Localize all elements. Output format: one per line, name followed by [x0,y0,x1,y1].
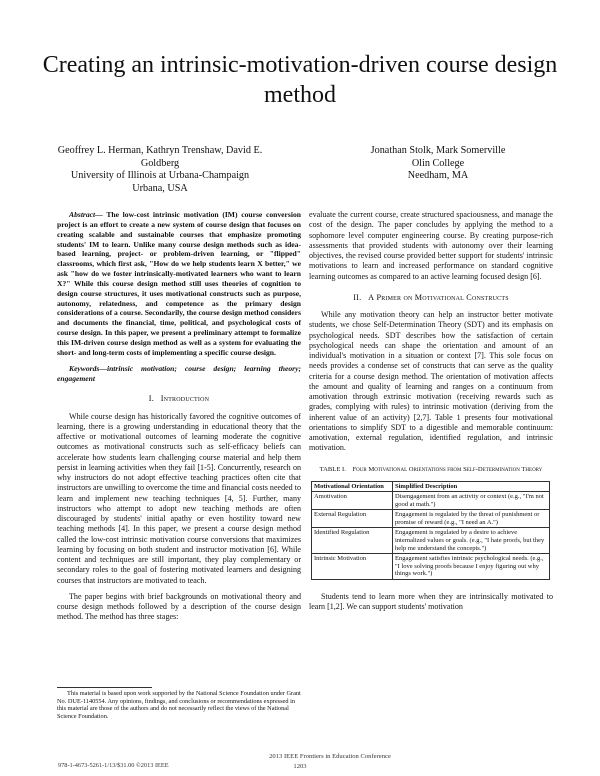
table-cell: Disengagement from an activity or context (e.g., "I'm not good at math.") [393,492,550,510]
table-cell: Amotivation [312,492,393,510]
section-title: Primer on Motivational Constructs [376,292,509,302]
table-cell: Engagement satisfies intrinsic psychological needs. (e.g., "I love solving proofs because I enjoy figuring out why things work.") [393,554,550,580]
table-number: TABLE I. [319,465,346,473]
page-number: 1203 [293,763,307,770]
section-heading-introduction [57,394,301,404]
body-paragraph: evaluate the current course, create structured spaciousness, and manage the cost of the design. The paper concludes by applying the method to a sophomore level computer engineering course. By creating purpose-rich assessments that provided students with autonomy over their learning objectives, the revised course provided better support for students' intrinsic motivations to learn and increased performance on standard cognitive learning outcomes as compared to an active learning focused design [6]. [309,210,553,281]
author-affiliation: University of Illinois at Urbana-Champaign [70,170,250,181]
abstract-label: Abstract— [69,210,103,219]
paper-title: Creating an intrinsic-motivation-driven course design method [42,52,558,108]
table-cell: Intrinsic Motivation [312,554,393,580]
footnote-rule [57,687,152,688]
author-location: Urbana, USA [132,182,188,194]
body-paragraph: Students tend to learn more when they are intrinsically motivated to learn [1,2]. We can support students' motivation [309,592,553,612]
author-names: Geoffrey L. Herman, Kathryn Trenshaw, David E. Goldberg [57,145,263,169]
keywords [57,364,301,384]
section-heading-primer [309,293,553,303]
author-location: Needham, MA [407,170,469,181]
author-names: Jonathan Stolk, Mark Somerville [370,145,506,156]
author-block-right [318,145,558,183]
abstract-text: The low-cost intrinsic motivation (IM) course conversion project is an effort to create a new system of course design that focuses on creating scalable and sustainable courses that emphasize promoting students' IM to learn. Unlike many course design methods such as idea-based learning, project- or problem-driven learning, or "flipped" classrooms, which first ask, "How do we help students learn X better," we ask "how do we foster intrinsically-motivated learners who want to learn X?" While this course design method still uses theories of cognition to design course structures, it uses motivational constructs such as purpose, autonomy, relatedness, and competence as the primary design considerations of a course. Secondarily, the course design method considers and documents the financial, time, political, and psychological costs of course design. In this paper, we present a preliminary attempt to formalize this IM-driven course design method as well as a system for evaluating the short- and long-term costs of implementing a specific course design. [57,210,301,357]
section-title-initial: A [368,292,375,302]
body-paragraph: While course design has historically favored the cognitive outcomes of learning, there is a growing understanding in educational theory that the affective or motivational outcomes of learning moderate the cognitive outcomes as motivational constructs such as self-efficacy beliefs can accelerate how students learn challenging course material and help them persist in learning activities when they fail [1-5]. Concurrently, research on why instructors do not adopt effective teaching practices often cite that instructors are unwilling to overcome the time and financial costs needed to learn and implement new teaching techniques [4, 5]. Further, many instructors who attempt to adopt new teaching methods are often discouraged by students' initial apathy or even hostility toward new teaching methods [4]. In this paper, we present a course design method called the low-cost intrinsic motivation course conversions that maximizes learning by focusing on both student and instructor motivation [6]. While content and techniques are still important, they play complementary or secondary roles to the goal of fostering motivated learners and designing courses that instructors are motivated to teach. [57,411,301,585]
keywords-text: intrinsic motivation; course design; learning theory; engagement [57,363,301,383]
section-title: Introduction [160,394,210,404]
body-paragraph: The paper begins with brief backgrounds on motivational theory and course design methods followed by a description of the course design method. The method has three stages: [57,591,301,622]
table-cell: Identified Regulation [312,528,393,554]
footnote: This material is based upon work supported by the National Science Foundation under Grant No. DUE-1140554. Any opinions, findings, and conclusions or recommendations expressed in this material are those of the authors and do not necessarily reflect the views of the National Science Foundation. [57,690,301,721]
author-affiliation: Olin College [411,157,465,169]
footer-isbn: 978-1-4673-5261-1/13/$31.00 ©2013 IEEE [58,762,169,769]
table-row [312,554,550,580]
table-header-cell: Motivational Orientation [312,481,393,492]
table-header-cell: Simplified Description [393,481,550,492]
table-row [312,528,550,554]
right-column [309,210,553,613]
author-block-left [40,145,280,195]
table-cell: Engagement is regulated by a desire to achieve internalized values or goals. (e.g., "I hate proofs, but they help me understand the concepts.") [393,528,550,554]
table-row [312,492,550,510]
table-header-row [312,481,550,492]
table-title: Four Motivational Orientations from Self-Determination Theory [352,465,543,473]
abstract [57,210,301,358]
body-paragraph: While any motivation theory can help an instructor better motivate students, we chose Self-Determination Theory (SDT) and its emphasis on psychological needs. SDT describes how the satisfaction of certain psychological needs can shape the orientation and amount of an individual's motivation in a situation or context [7]. This sole focus on needs provides a condense set of constructs that can serve as the quality criteria for a course design method. The orientation of motivation affects the amount and quality of learning and ranges on a continuum from amotivation through extrinsic motivation (receiving rewards such as grades, complying with rules) to intrinsic motivation (deriving from the inherent value of an activity) [2,7]. Table 1 presents four motivational orientations to simplify SDT to a digestible and memorable continuum: amotivation, external regulation, identified regulation, and intrinsic motivation. [309,310,553,453]
table-caption [309,466,553,474]
section-numeral: I. [148,394,154,404]
table-row [312,510,550,528]
section-numeral: II. [353,292,362,302]
table-cell: Engagement is regulated by the threat of punishment or promise of reward (e.g., "I need an A.") [393,510,550,528]
keywords-label: Keywords— [69,363,107,373]
left-column [57,210,301,623]
footer-conference: 2013 IEEE Frontiers in Education Conference [269,753,391,760]
table-cell: External Regulation [312,510,393,528]
motivation-table [311,481,550,581]
